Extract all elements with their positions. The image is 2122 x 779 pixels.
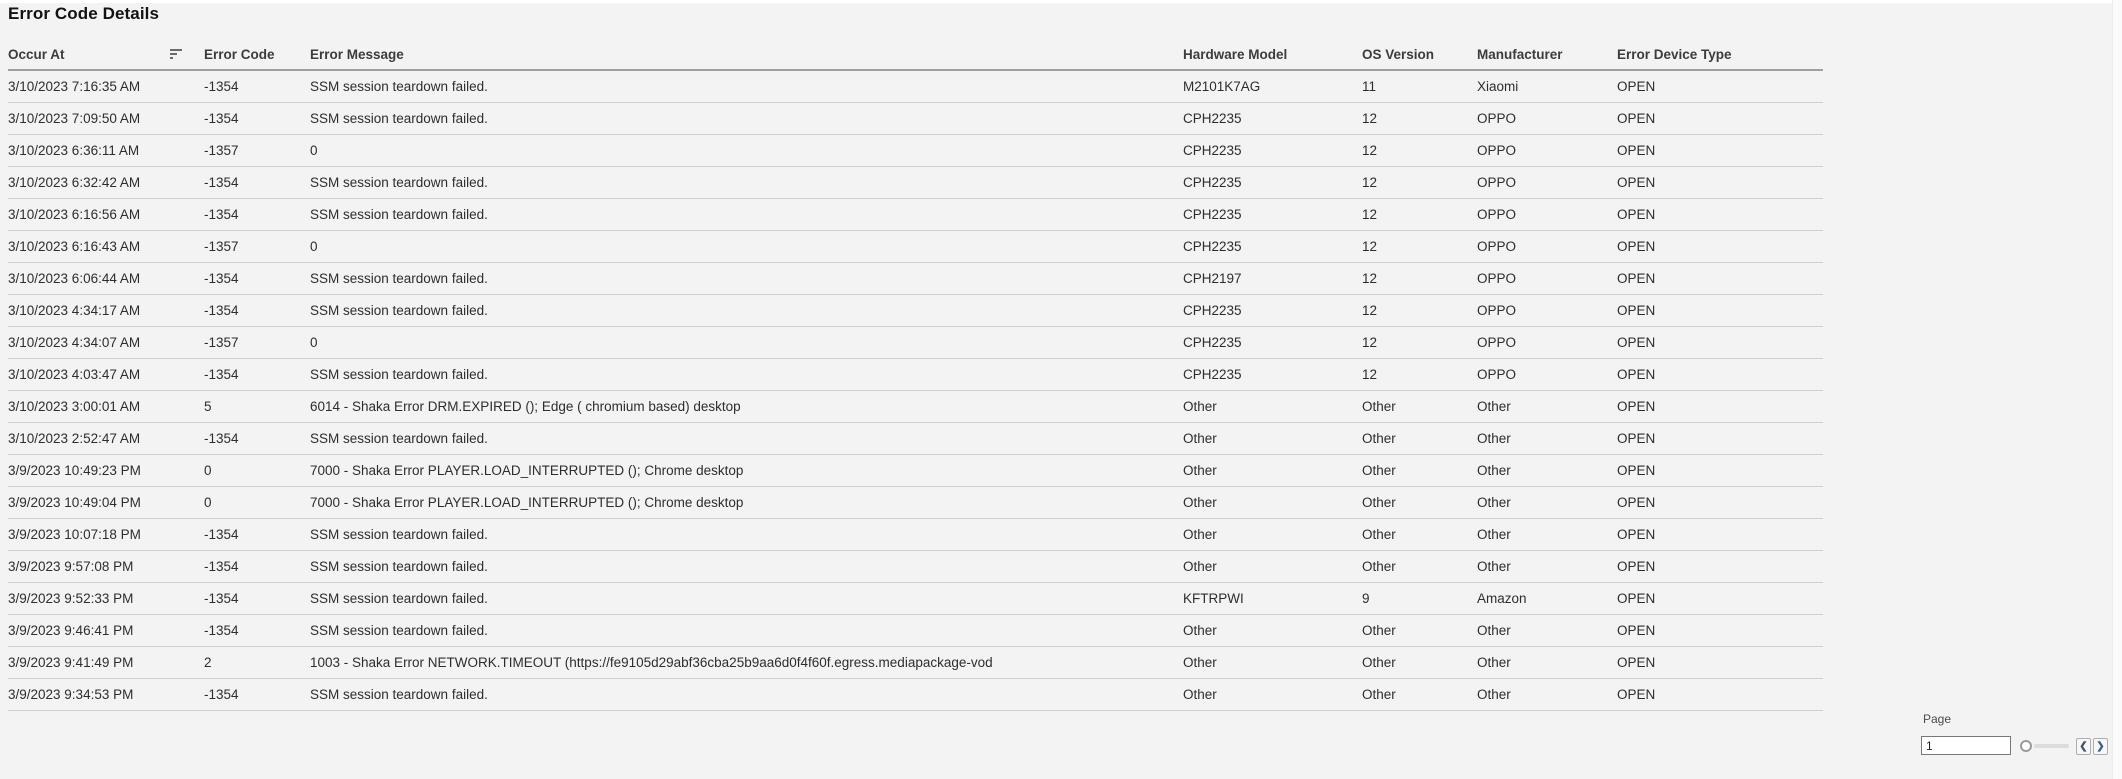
column-header-error-device-type[interactable] <box>1617 30 1823 70</box>
cell-occur-at: 3/10/2023 4:34:17 AM <box>8 295 204 327</box>
cell-occur-at: 3/10/2023 3:00:01 AM <box>8 391 204 423</box>
cell-error-code: 0 <box>204 487 310 519</box>
cell-error-code: -1354 <box>204 359 310 391</box>
table-row <box>8 423 1823 455</box>
cell-os-version: 12 <box>1362 263 1477 295</box>
cell-os-version: 12 <box>1362 327 1477 359</box>
cell-error-message: SSM session teardown failed. <box>310 551 1183 583</box>
cell-hardware-model: Other <box>1183 551 1362 583</box>
cell-manufacturer: Amazon <box>1477 583 1617 615</box>
cell-manufacturer: OPPO <box>1477 263 1617 295</box>
table-row <box>8 199 1823 231</box>
cell-manufacturer: Other <box>1477 487 1617 519</box>
cell-occur-at: 3/10/2023 6:06:44 AM <box>8 263 204 295</box>
cell-error-message: 7000 - Shaka Error PLAYER.LOAD_INTERRUPTED (); Chrome desktop <box>310 487 1183 519</box>
cell-manufacturer: OPPO <box>1477 135 1617 167</box>
column-header-label: Hardware Model <box>1183 47 1288 62</box>
cell-os-version: 11 <box>1362 70 1477 103</box>
cell-hardware-model: CPH2235 <box>1183 199 1362 231</box>
cell-manufacturer: OPPO <box>1477 167 1617 199</box>
table-row <box>8 487 1823 519</box>
cell-error-message: 6014 - Shaka Error DRM.EXPIRED (); Edge ( chromium based) desktop <box>310 391 1183 423</box>
cell-error-code: -1354 <box>204 70 310 103</box>
cell-error-code: -1357 <box>204 135 310 167</box>
cell-error-device-type: OPEN <box>1617 70 1823 103</box>
cell-error-message: 0 <box>310 231 1183 263</box>
top-edge-strip <box>0 0 2122 3</box>
previous-page-button[interactable] <box>2076 738 2091 755</box>
cell-hardware-model: CPH2235 <box>1183 327 1362 359</box>
cell-os-version: Other <box>1362 519 1477 551</box>
next-page-button[interactable] <box>2093 738 2108 755</box>
cell-manufacturer: OPPO <box>1477 231 1617 263</box>
column-header-label: OS Version <box>1362 47 1435 62</box>
cell-hardware-model: Other <box>1183 615 1362 647</box>
cell-hardware-model: CPH2197 <box>1183 263 1362 295</box>
cell-error-device-type: OPEN <box>1617 615 1823 647</box>
column-header-label: Error Device Type <box>1617 47 1732 62</box>
cell-error-code: 0 <box>204 455 310 487</box>
cell-error-device-type: OPEN <box>1617 455 1823 487</box>
column-header-label: Error Code <box>204 47 275 62</box>
cell-error-message: SSM session teardown failed. <box>310 199 1183 231</box>
cell-error-message: SSM session teardown failed. <box>310 359 1183 391</box>
cell-os-version: 12 <box>1362 135 1477 167</box>
cell-error-message: 1003 - Shaka Error NETWORK.TIMEOUT (https://fe9105d29abf36cba25b9aa6d0f4f60f.egress.mediapackage-vod <box>310 647 1183 679</box>
table-row <box>8 583 1823 615</box>
table-row <box>8 455 1823 487</box>
cell-occur-at: 3/9/2023 9:41:49 PM <box>8 647 204 679</box>
cell-hardware-model: Other <box>1183 647 1362 679</box>
cell-hardware-model: Other <box>1183 487 1362 519</box>
sort-descending-icon[interactable] <box>170 49 183 59</box>
cell-error-message: SSM session teardown failed. <box>310 295 1183 327</box>
cell-error-device-type: OPEN <box>1617 487 1823 519</box>
cell-error-code: -1357 <box>204 327 310 359</box>
cell-error-message: SSM session teardown failed. <box>310 70 1183 103</box>
cell-error-code: -1354 <box>204 615 310 647</box>
cell-error-device-type: OPEN <box>1617 199 1823 231</box>
cell-os-version: 12 <box>1362 359 1477 391</box>
cell-error-message: SSM session teardown failed. <box>310 519 1183 551</box>
cell-error-message: SSM session teardown failed. <box>310 167 1183 199</box>
cell-manufacturer: Other <box>1477 551 1617 583</box>
scrollbar-track[interactable] <box>2112 0 2122 779</box>
cell-occur-at: 3/9/2023 9:46:41 PM <box>8 615 204 647</box>
cell-error-device-type: OPEN <box>1617 295 1823 327</box>
cell-error-code: -1354 <box>204 519 310 551</box>
cell-error-device-type: OPEN <box>1617 167 1823 199</box>
cell-error-code: -1354 <box>204 679 310 711</box>
cell-os-version: Other <box>1362 487 1477 519</box>
column-header-os-version[interactable] <box>1362 30 1477 70</box>
cell-manufacturer: OPPO <box>1477 327 1617 359</box>
cell-error-code: -1354 <box>204 263 310 295</box>
cell-hardware-model: CPH2235 <box>1183 167 1362 199</box>
cell-os-version: 12 <box>1362 167 1477 199</box>
cell-error-message: SSM session teardown failed. <box>310 615 1183 647</box>
table-row <box>8 103 1823 135</box>
table-row <box>8 135 1823 167</box>
cell-occur-at: 3/10/2023 6:16:43 AM <box>8 231 204 263</box>
cell-error-code: -1354 <box>204 103 310 135</box>
table-row <box>8 615 1823 647</box>
cell-error-device-type: OPEN <box>1617 359 1823 391</box>
cell-manufacturer: Other <box>1477 519 1617 551</box>
cell-manufacturer: Other <box>1477 615 1617 647</box>
cell-manufacturer: OPPO <box>1477 103 1617 135</box>
cell-error-message: SSM session teardown failed. <box>310 583 1183 615</box>
cell-os-version: Other <box>1362 647 1477 679</box>
cell-error-message: SSM session teardown failed. <box>310 679 1183 711</box>
cell-os-version: Other <box>1362 455 1477 487</box>
cell-manufacturer: Other <box>1477 679 1617 711</box>
cell-occur-at: 3/10/2023 6:32:42 AM <box>8 167 204 199</box>
cell-occur-at: 3/9/2023 10:07:18 PM <box>8 519 204 551</box>
error-code-table <box>8 30 1823 711</box>
cell-error-device-type: OPEN <box>1617 327 1823 359</box>
cell-os-version: Other <box>1362 551 1477 583</box>
cell-hardware-model: M2101K7AG <box>1183 70 1362 103</box>
cell-error-device-type: OPEN <box>1617 135 1823 167</box>
cell-error-device-type: OPEN <box>1617 583 1823 615</box>
cell-os-version: 12 <box>1362 103 1477 135</box>
cell-error-code: -1354 <box>204 423 310 455</box>
cell-os-version: 12 <box>1362 295 1477 327</box>
cell-occur-at: 3/10/2023 4:34:07 AM <box>8 327 204 359</box>
cell-os-version: Other <box>1362 391 1477 423</box>
cell-hardware-model: CPH2235 <box>1183 135 1362 167</box>
cell-error-message: 7000 - Shaka Error PLAYER.LOAD_INTERRUPTED (); Chrome desktop <box>310 455 1183 487</box>
cell-hardware-model: Other <box>1183 519 1362 551</box>
cell-occur-at: 3/9/2023 10:49:23 PM <box>8 455 204 487</box>
table-row <box>8 70 1823 103</box>
cell-hardware-model: Other <box>1183 423 1362 455</box>
chevron-right-icon: ❯ <box>2096 741 2105 752</box>
cell-occur-at: 3/9/2023 9:34:53 PM <box>8 679 204 711</box>
cell-manufacturer: OPPO <box>1477 199 1617 231</box>
cell-occur-at: 3/10/2023 6:36:11 AM <box>8 135 204 167</box>
column-header-hardware-model[interactable] <box>1183 30 1362 70</box>
cell-error-code: -1354 <box>204 199 310 231</box>
cell-hardware-model: CPH2235 <box>1183 231 1362 263</box>
table-row <box>8 359 1823 391</box>
cell-error-device-type: OPEN <box>1617 647 1823 679</box>
cell-os-version: Other <box>1362 423 1477 455</box>
cell-error-code: -1357 <box>204 231 310 263</box>
cell-error-device-type: OPEN <box>1617 263 1823 295</box>
cell-error-message: SSM session teardown failed. <box>310 263 1183 295</box>
table-row <box>8 551 1823 583</box>
cell-manufacturer: Other <box>1477 391 1617 423</box>
cell-occur-at: 3/9/2023 10:49:04 PM <box>8 487 204 519</box>
cell-error-code: -1354 <box>204 551 310 583</box>
table-row <box>8 679 1823 711</box>
cell-error-device-type: OPEN <box>1617 551 1823 583</box>
table-header <box>8 30 1823 70</box>
column-header-error-message[interactable] <box>310 30 1183 70</box>
cell-occur-at: 3/10/2023 4:03:47 AM <box>8 359 204 391</box>
column-header-manufacturer[interactable] <box>1477 30 1617 70</box>
cell-error-device-type: OPEN <box>1617 231 1823 263</box>
table-body <box>8 70 1823 711</box>
cell-manufacturer: Other <box>1477 423 1617 455</box>
table-row <box>8 327 1823 359</box>
cell-hardware-model: Other <box>1183 679 1362 711</box>
cell-manufacturer: Other <box>1477 647 1617 679</box>
cell-hardware-model: CPH2235 <box>1183 295 1362 327</box>
cell-error-code: -1354 <box>204 583 310 615</box>
cell-error-message: SSM session teardown failed. <box>310 103 1183 135</box>
table-row <box>8 231 1823 263</box>
cell-error-code: 5 <box>204 391 310 423</box>
cell-occur-at: 3/10/2023 7:09:50 AM <box>8 103 204 135</box>
cell-occur-at: 3/10/2023 6:16:56 AM <box>8 199 204 231</box>
cell-error-code: -1354 <box>204 295 310 327</box>
cell-os-version: 9 <box>1362 583 1477 615</box>
cell-hardware-model: CPH2235 <box>1183 359 1362 391</box>
table-row <box>8 519 1823 551</box>
cell-error-code: 2 <box>204 647 310 679</box>
chevron-left-icon: ❮ <box>2079 741 2088 752</box>
cell-error-message: SSM session teardown failed. <box>310 423 1183 455</box>
page-label: Page <box>1923 712 1952 726</box>
cell-error-device-type: OPEN <box>1617 423 1823 455</box>
table-row <box>8 167 1823 199</box>
table-row <box>8 263 1823 295</box>
column-header-label: Error Message <box>310 47 404 62</box>
column-header-occur-at[interactable] <box>8 30 204 70</box>
cell-error-message: 0 <box>310 327 1183 359</box>
cell-occur-at: 3/9/2023 9:52:33 PM <box>8 583 204 615</box>
page-slider-handle[interactable] <box>2020 740 2032 752</box>
cell-hardware-model: Other <box>1183 391 1362 423</box>
cell-error-code: -1354 <box>204 167 310 199</box>
column-header-label: Manufacturer <box>1477 47 1563 62</box>
column-header-error-code[interactable] <box>204 30 310 70</box>
cell-os-version: 12 <box>1362 231 1477 263</box>
page-slider-track[interactable] <box>2034 744 2069 748</box>
page-title: Error Code Details <box>8 4 160 23</box>
cell-occur-at: 3/9/2023 9:57:08 PM <box>8 551 204 583</box>
cell-manufacturer: Other <box>1477 455 1617 487</box>
cell-manufacturer: Xiaomi <box>1477 70 1617 103</box>
cell-hardware-model: Other <box>1183 455 1362 487</box>
column-header-label: Occur At <box>8 47 65 62</box>
cell-error-device-type: OPEN <box>1617 679 1823 711</box>
cell-os-version: Other <box>1362 679 1477 711</box>
cell-error-device-type: OPEN <box>1617 103 1823 135</box>
table-row <box>8 647 1823 679</box>
cell-os-version: 12 <box>1362 199 1477 231</box>
cell-error-device-type: OPEN <box>1617 519 1823 551</box>
cell-hardware-model: CPH2235 <box>1183 103 1362 135</box>
cell-manufacturer: OPPO <box>1477 359 1617 391</box>
cell-occur-at: 3/10/2023 7:16:35 AM <box>8 70 204 103</box>
cell-occur-at: 3/10/2023 2:52:47 AM <box>8 423 204 455</box>
page-number-input[interactable] <box>1921 736 2011 755</box>
cell-error-message: 0 <box>310 135 1183 167</box>
cell-error-device-type: OPEN <box>1617 391 1823 423</box>
table-row <box>8 295 1823 327</box>
cell-manufacturer: OPPO <box>1477 295 1617 327</box>
header-row <box>8 30 1823 70</box>
cell-os-version: Other <box>1362 615 1477 647</box>
cell-hardware-model: KFTRPWI <box>1183 583 1362 615</box>
table-row <box>8 391 1823 423</box>
